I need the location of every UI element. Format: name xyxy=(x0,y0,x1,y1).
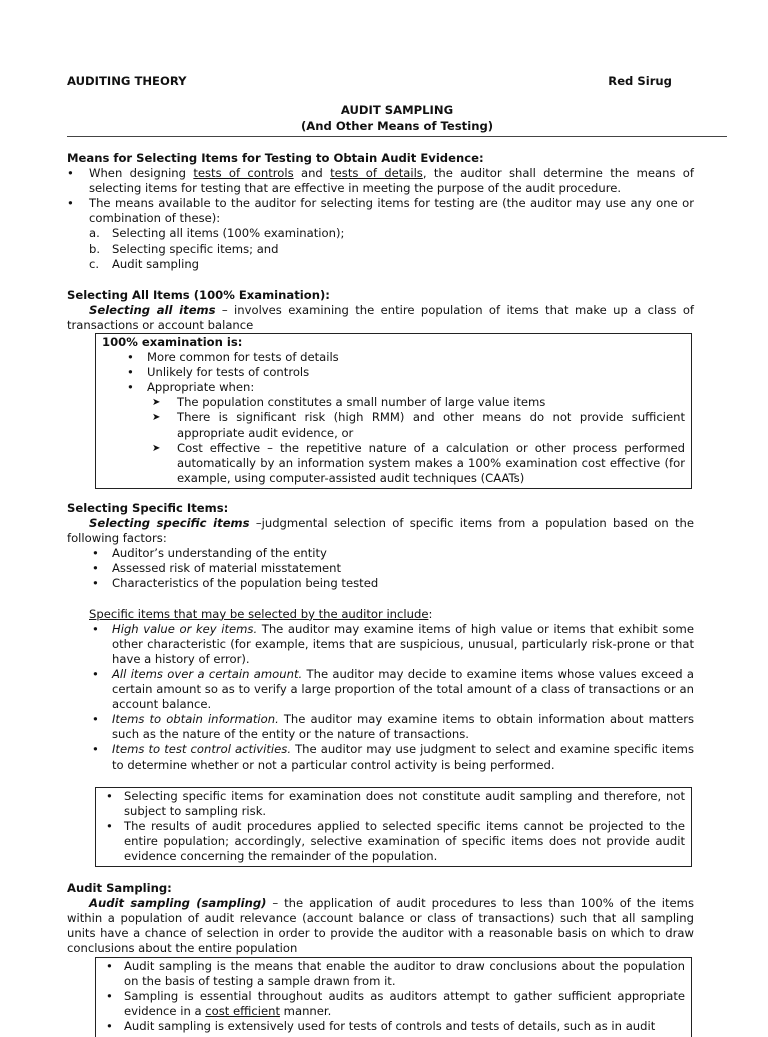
sampling-box-note-1: • Audit sampling is the means that enable the auditor to draw conclusions about the population on the basis of testing a sample drawn from it. xyxy=(104,959,685,989)
all-items-condition-2: ➤ There is significant risk (high RMM) and other means do not provide sufficient appropriate audit evidence, or xyxy=(102,410,685,440)
sampling-box-note-2: • Sampling is essential throughout audits as auditors attempt to gather sufficient appropriate evidence in a cost efficient manner. xyxy=(104,989,685,1019)
means-option-b: b. Selecting specific items; and xyxy=(89,241,279,256)
sampling-definition: Audit sampling (sampling) – the application of audit procedures to less than 100% of the items within a population of audit relevance (account balance or class of transactions) such that all sampling units have a chance of selection in order to provide the auditor with a reasonable basis on which to draw conclusions about the entire population xyxy=(67,896,695,956)
means-bullet-2: • The means available to the auditor for selecting items for testing are (the auditor may use any one or combination of these): xyxy=(67,196,694,226)
specific-box xyxy=(95,787,692,867)
all-items-definition: Selecting all items – involves examining the entire population of items that make up a class of transactions or account balance xyxy=(67,303,694,333)
specific-factor-3: • Characteristics of the population being tested xyxy=(67,576,694,591)
all-items-section xyxy=(67,288,694,333)
sampling-section xyxy=(67,881,694,956)
means-heading: Means for Selecting Items for Testing to Obtain Audit Evidence: xyxy=(67,151,484,165)
means-options xyxy=(67,226,694,271)
all-items-bullet-2: • Unlikely for tests of controls xyxy=(102,365,685,380)
sampling-box-note-3: • Audit sampling is extensively used for tests of controls and tests of details, such as in audit xyxy=(104,1019,685,1034)
specific-box-note-1: • Selecting specific items for examination does not constitute audit sampling and therefore, not subject to sampling risk. xyxy=(104,789,685,819)
means-section xyxy=(67,151,694,272)
specific-section xyxy=(67,501,694,773)
means-bullet-1: • When designing tests of controls and tests of details, the auditor shall determine the means of selecting items for testing that are effective in meeting the purpose of the audit procedure. xyxy=(67,166,694,196)
means-option-a: a. Selecting all items (100% examination); xyxy=(89,226,345,241)
specific-type-2: • All items over a certain amount. The auditor may decide to examine items whose values exceed a certain amount so as to verify a large proportion of the total amount of a class of transactions or an account balance. xyxy=(67,667,694,712)
page-title xyxy=(67,103,727,134)
all-items-box xyxy=(95,333,692,489)
specific-box-note-2: • The results of audit procedures applied to selected specific items cannot be projected to the entire population; accordingly, selective examination of specific items does not provide audit evidence concerning the remainder of the population. xyxy=(104,819,685,864)
means-list xyxy=(67,166,694,226)
all-items-heading: Selecting All Items (100% Examination): xyxy=(67,288,330,302)
specific-type-4: • Items to test control activities. The auditor may use judgment to select and examine specific items to determine whether or not a particular control activity is being performed. xyxy=(67,742,694,772)
title-divider xyxy=(67,136,727,137)
means-option-c: c. Audit sampling xyxy=(89,256,200,271)
all-items-bullet-3: • Appropriate when: xyxy=(102,380,685,395)
all-items-box-title: 100% examination is: xyxy=(102,335,243,349)
specific-include-label: Specific items that may be selected by the auditor include: xyxy=(89,606,433,621)
all-items-condition-3: ➤ Cost effective – the repetitive nature of a calculation or other process performed automatically by an information system makes a 100% examination cost effective (for example, using computer-assisted audit techniques (CAATs) xyxy=(102,441,685,486)
specific-factor-2: • Assessed risk of material misstatement xyxy=(67,561,694,576)
author-name: Red Sirug xyxy=(608,74,672,88)
specific-heading: Selecting Specific Items: xyxy=(67,501,229,515)
sampling-heading: Audit Sampling: xyxy=(67,881,172,895)
all-items-condition-1: ➤ The population constitutes a small number of large value items xyxy=(102,395,685,410)
title-line-2: (And Other Means of Testing) xyxy=(300,118,494,133)
all-items-bullet-1: • More common for tests of details xyxy=(102,350,685,365)
sampling-box xyxy=(95,957,692,1037)
title-line-1: AUDIT SAMPLING xyxy=(340,103,454,117)
specific-type-1: • High value or key items. The auditor may examine items of high value or items that exhibit some other characteristic (for example, items that are suspicious, unusual, particularly risk-prone or that have a history of error). xyxy=(67,622,694,667)
specific-definition: Selecting specific items –judgmental selection of specific items from a population based on the following factors: xyxy=(67,516,694,546)
course-title: AUDITING THEORY xyxy=(67,74,187,88)
specific-type-3: • Items to obtain information. The auditor may examine items to obtain information about matters such as the nature of the entity or the nature of transactions. xyxy=(67,712,694,742)
specific-factor-1: • Auditor’s understanding of the entity xyxy=(67,546,694,561)
